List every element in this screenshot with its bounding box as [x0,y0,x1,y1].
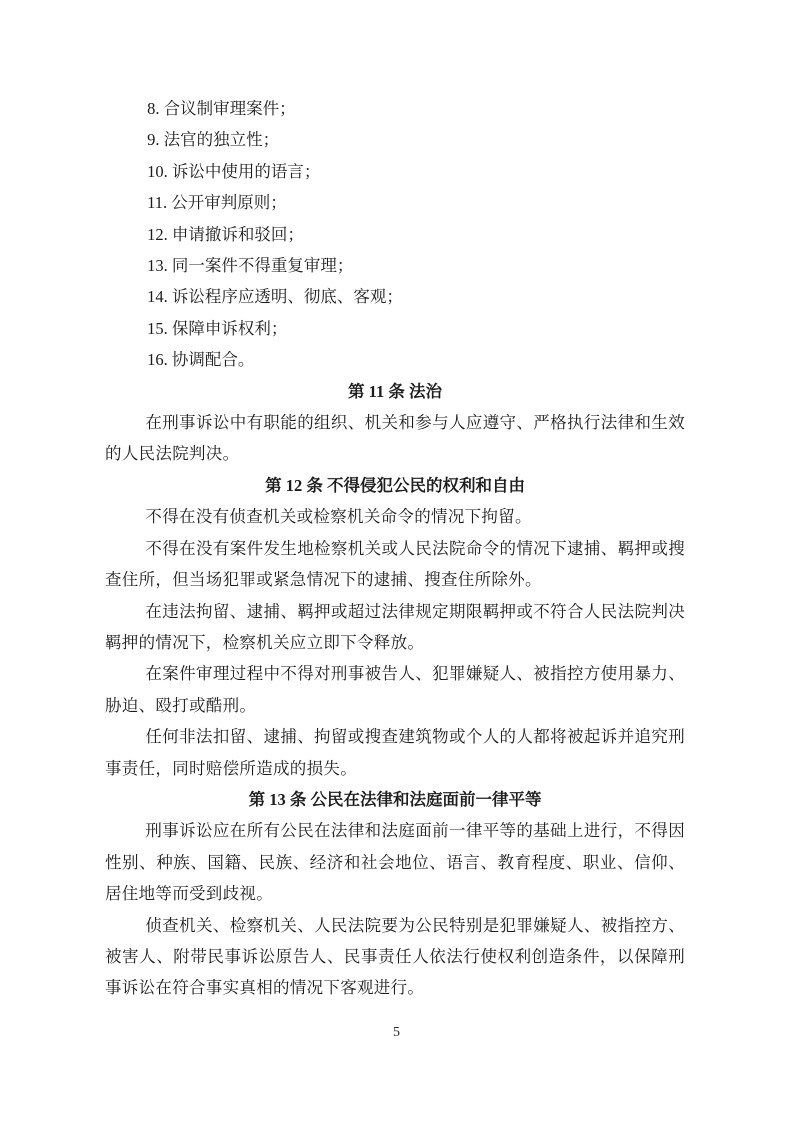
list-item: 13. 同一案件不得重复审理； [147,256,354,276]
paragraph: 在刑事诉讼中有职能的组织、机关和参与人应遵守、严格执行法律和生效的人民法院判决。 [105,413,685,464]
paragraph: 刑事诉讼应在所有公民在法律和法庭面前一律平等的基础上进行，不得因性别、种族、国籍、民族、经济和社会地位、语言、教育程度、职业、信仰、居住地等而受到歧视。 [105,821,685,904]
paragraph: 不得在没有侦查机关或检察机关命令的情况下拘留。 [145,507,532,527]
list-item: 8. 合议制审理案件； [147,99,296,118]
paragraph: 在案件审理过程中不得对刑事被告人、犯罪嫌疑人、被指控方使用暴力、胁迫、殴打或酷刑。 [105,664,685,715]
document-body [105,93,685,1004]
list-item: 10. 诉讼中使用的语言； [147,161,321,181]
paragraph: 任何非法扣留、逮捕、拘留或搜查建筑物或个人的人都将被起诉并追究刑事责任，同时赔偿所造成的损失。 [105,727,685,778]
list-item: 12. 申请撤诉和驳回； [147,224,304,244]
list-item: 16. 协调配合。 [147,350,255,370]
list-item: 14. 诉讼程序应透明、彻底、客观； [147,287,403,307]
article-11-heading: 第 11 条 法治 [348,381,442,401]
list-item: 15. 保障申诉权利； [147,318,288,338]
paragraph: 在违法拘留、逮捕、羁押或超过法律规定期限羁押或不符合人民法院判决羁押的情况下，检察机关应立即下令释放。 [105,601,685,652]
page-number: 5 [393,1025,400,1040]
paragraph: 不得在没有案件发生地检察机关或人民法院命令的情况下逮捕、羁押或搜查住所，但当场犯罪或紧急情况下的逮捕、搜查住所除外。 [105,538,685,590]
paragraph: 侦查机关、检察机关、人民法院要为公民特别是犯罪嫌疑人、被指控方、被害人、附带民事诉讼原告人、民事责任人依法行使权利创造条件，以保障刑事诉讼在符合事实真相的情况下客观进行。 [105,915,685,998]
list-item: 11. 公开审判原则； [147,193,287,213]
list-item: 9. 法官的独立性； [147,130,280,150]
article-13-heading: 第 13 条 公民在法律和法庭面前一律平等 [248,789,542,809]
article-12-heading: 第 12 条 不得侵犯公民的权利和自由 [265,475,525,495]
